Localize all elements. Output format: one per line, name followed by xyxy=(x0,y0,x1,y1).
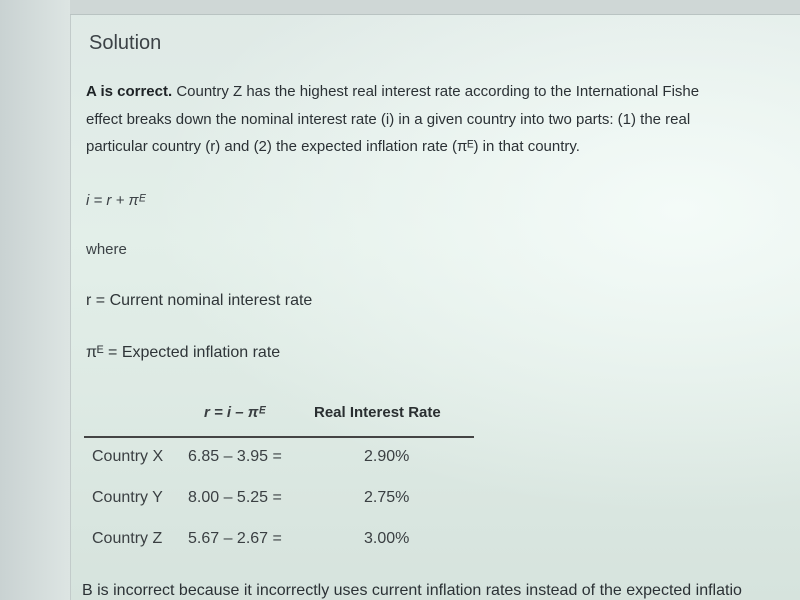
calc-cell: 6.85 – 3.95 = xyxy=(188,448,282,465)
table-row xyxy=(84,479,474,520)
explanation-line-1 xyxy=(86,78,800,106)
explanation-line-2: effect breaks down the nominal interest rate (i) in a given country into two parts: (1) the real xyxy=(86,110,691,128)
rate-cell: 2.90% xyxy=(364,448,410,465)
definition-pi: πᴱ = Expected inflation rate xyxy=(86,344,281,361)
explanation-line-3: particular country (r) and (2) the expected inflation rate (πᴱ) in that country. xyxy=(86,138,580,155)
next-answer-explanation: B is incorrect because it incorrectly uses current inflation rates instead of the expected inflatio xyxy=(82,582,742,599)
answer-verdict: A is correct. xyxy=(86,83,173,100)
header-real-rate: Real Interest Rate xyxy=(314,404,441,421)
solution-explanation xyxy=(86,78,800,161)
where-label: where xyxy=(86,241,127,258)
country-cell: Country Y xyxy=(92,489,163,506)
country-cell: Country Z xyxy=(92,530,163,547)
real-rate-table xyxy=(84,404,474,561)
fisher-formula: i = r + πᴱ xyxy=(86,192,146,209)
rate-cell: 3.00% xyxy=(364,530,410,547)
calc-cell: 5.67 – 2.67 = xyxy=(188,530,282,547)
calc-cell: 8.00 – 5.25 = xyxy=(188,489,282,506)
solution-panel xyxy=(72,16,800,600)
country-cell: Country X xyxy=(92,448,164,465)
definition-r: r = Current nominal interest rate xyxy=(86,292,313,309)
table-header xyxy=(84,404,474,438)
solution-title: Solution xyxy=(89,32,162,54)
explanation-line-1-text: Country Z has the highest real interest rate according to the International Fishe xyxy=(172,83,700,100)
top-border xyxy=(70,0,800,15)
table-row xyxy=(84,438,474,479)
left-margin xyxy=(0,0,71,600)
table-row xyxy=(84,520,474,561)
rate-cell: 2.75% xyxy=(364,489,410,506)
header-formula: r = i – πᴱ xyxy=(204,404,266,421)
